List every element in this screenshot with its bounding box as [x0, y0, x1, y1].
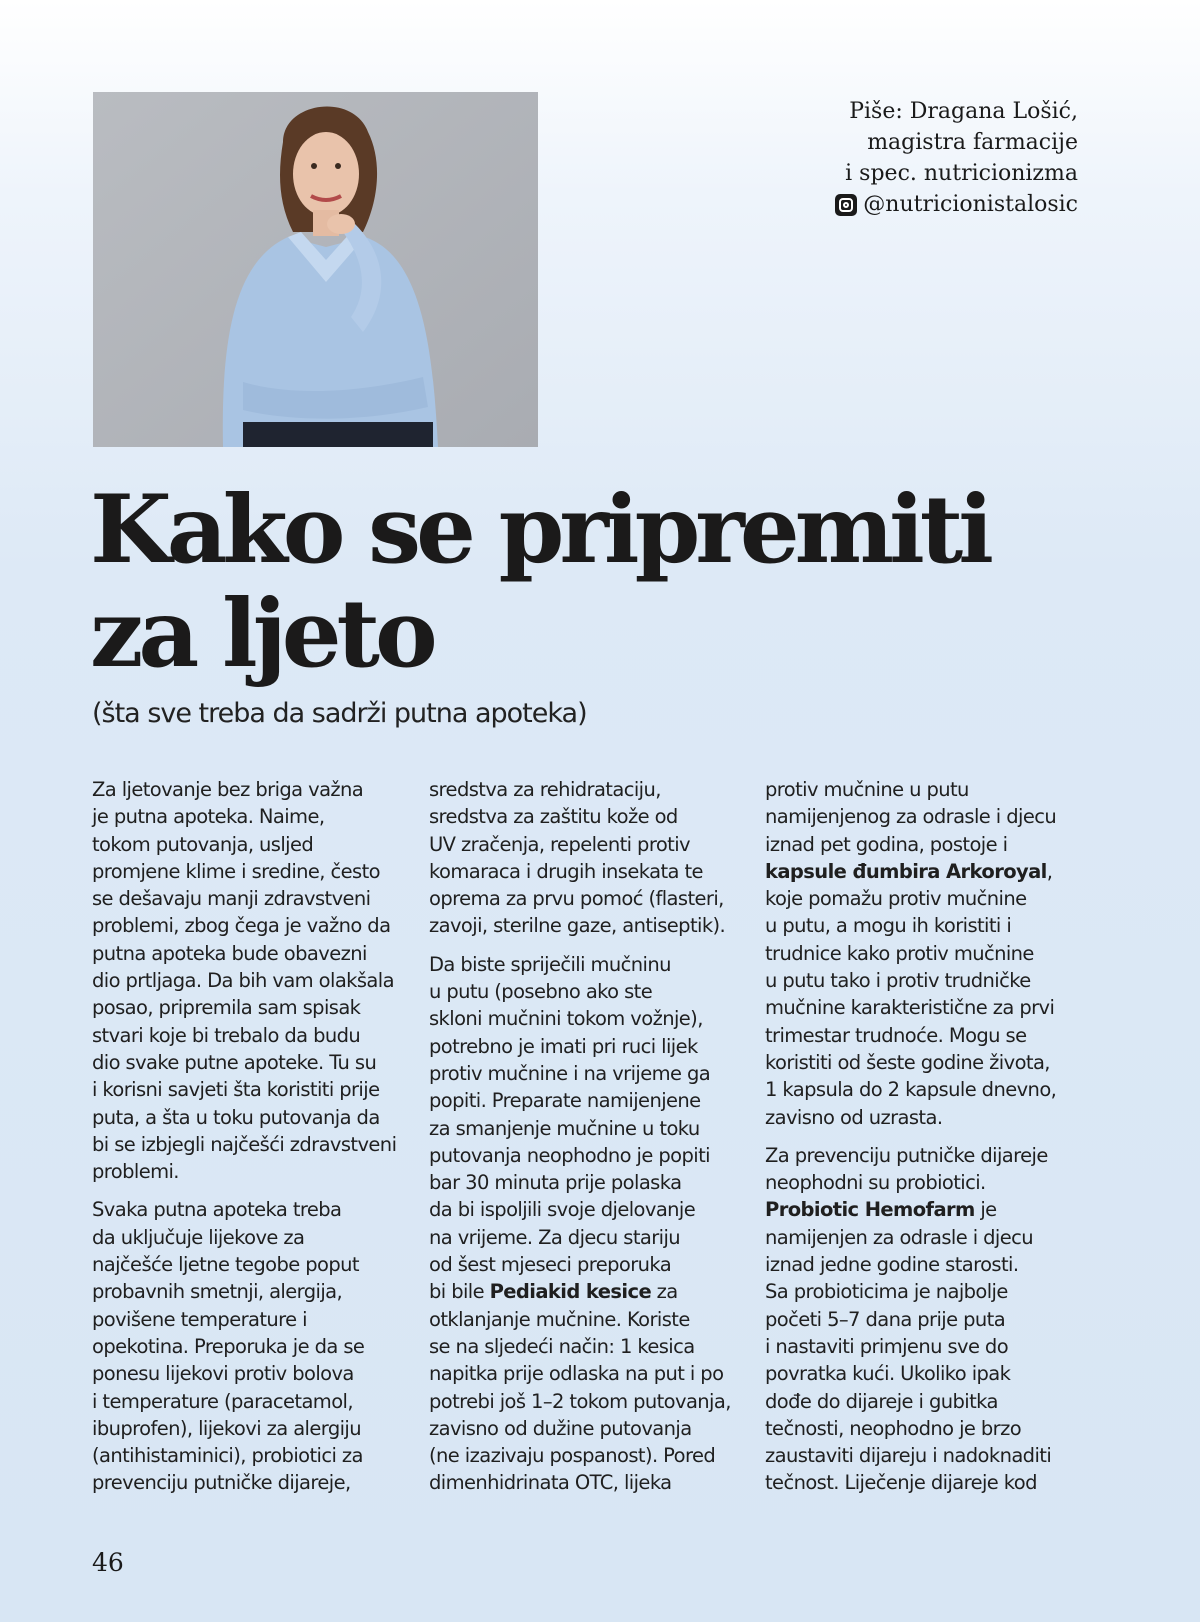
text-line: problemi, zbog čega je važno da — [92, 914, 391, 938]
text-line: prevenciju putničke dijareje, — [92, 1471, 351, 1495]
instagram-handle: @nutricionistalosic — [863, 192, 1078, 217]
page-number: 46 — [92, 1548, 124, 1577]
text-line: Da biste spriječili mučninu — [429, 952, 671, 976]
author-byline — [658, 96, 1078, 220]
text-line: iznad jedne godine starosti. — [765, 1253, 1019, 1277]
text-column-3 — [765, 776, 1105, 1508]
text-line: putna apoteka bude obavezni — [92, 941, 367, 965]
text-line: mučnine karakteristične za prvi — [765, 996, 1055, 1020]
text-line: (antihistaminici), probiotici za — [92, 1444, 363, 1468]
paragraph — [429, 776, 769, 940]
text-line: protiv mučnine u putu — [765, 778, 969, 801]
text-line: posao, pripremila sam spisak — [92, 996, 361, 1020]
byline-author: Piše: Dragana Lošić, — [849, 99, 1078, 124]
text-line: dimenhidrinata OTC, lijeka — [429, 1471, 672, 1495]
text-line: problemi. — [92, 1160, 179, 1184]
text-line: (ne izazivaju pospanost). Pored — [429, 1444, 716, 1468]
text-line: tokom putovanja, usljed — [92, 832, 314, 856]
text-line: skloni mučnini tokom vožnje), — [429, 1007, 703, 1031]
text-line: u putu tako i protiv trudničke — [765, 969, 1031, 993]
text-line: komaraca i drugih insekata te — [429, 859, 703, 883]
text-line: Sa probioticima je najbolje — [765, 1280, 1008, 1304]
text-line: trudnice kako protiv mučnine — [765, 941, 1034, 965]
text-line: Za ljetovanje bez briga važna — [92, 778, 364, 801]
text-run: za — [651, 1280, 678, 1304]
paragraph — [765, 776, 1105, 1131]
text-line: napitka prije odlaska na put i po — [429, 1362, 724, 1386]
text-line: probavnih smetnji, alergija, — [92, 1280, 343, 1304]
text-line: na vrijeme. Za djecu stariju — [429, 1225, 681, 1249]
text-line: da uključuje lijekove za — [92, 1225, 305, 1249]
author-photo — [93, 92, 538, 447]
text-line: 1 kapsula do 2 kapsule dnevno, — [765, 1078, 1057, 1102]
byline-degree: magistra farmacije — [867, 130, 1078, 155]
text-line: bi se izbjegli najčešći zdravstveni — [92, 1132, 397, 1156]
paragraph-lines — [765, 1226, 1051, 1495]
text-line: potrebi još 1–2 tokom putovanja, — [429, 1389, 731, 1413]
text-line: i temperature (paracetamol, — [92, 1389, 353, 1413]
paragraph — [765, 1142, 1105, 1497]
text-line: tečnost. Liječenje dijareje kod — [765, 1471, 1037, 1495]
paragraph-lines — [765, 778, 1056, 856]
text-line: dio prtljaga. Da bih vam olakšala — [92, 969, 394, 993]
title-line-2: za ljeto — [90, 579, 433, 689]
article-subtitle: (šta sve treba da sadrži putna apoteka) — [92, 698, 587, 729]
text-line: ibuprofen), lijekovi za alergiju — [92, 1416, 362, 1440]
text-line: ponesu lijekovi protiv bolova — [92, 1362, 354, 1386]
text-line: putovanja neophodno je popiti — [429, 1143, 710, 1167]
text-run: , — [1046, 859, 1053, 883]
text-line: dođe do dijareje i gubitka — [765, 1389, 998, 1413]
text-line: se dešavaju manji zdravstveni — [92, 887, 371, 911]
text-line: namijenjenog za odrasle i djecu — [765, 805, 1057, 829]
paragraph — [429, 951, 769, 1497]
text-line: najčešće ljetne tegobe poput — [92, 1253, 359, 1277]
text-line: tečnosti, neophodno je brzo — [765, 1416, 1022, 1440]
text-line: i korisni savjeti šta koristiti prije — [92, 1078, 380, 1102]
text-run: je — [974, 1198, 997, 1222]
text-line: u putu (posebno ako ste — [429, 980, 653, 1004]
author-portrait-icon — [93, 92, 538, 447]
text-line: početi 5–7 dana prije puta — [765, 1307, 1006, 1331]
text-line: koje pomažu protiv mučnine — [765, 887, 1027, 911]
text-line: sredstva za zaštitu kože od — [429, 805, 678, 829]
text-line: namijenjen za odrasle i djecu — [765, 1225, 1033, 1249]
text-line: Svaka putna apoteka treba — [92, 1198, 342, 1222]
text-line: u putu, a mogu ih koristiti i — [765, 914, 1012, 938]
text-line: otklanjanje mučnine. Koriste — [429, 1307, 690, 1331]
text-run: bi bile — [429, 1280, 490, 1304]
text-line: zavisno od dužine putovanja — [429, 1416, 692, 1440]
paragraph-lines — [429, 953, 710, 1276]
paragraph-lines — [429, 1308, 731, 1495]
product-name: kapsule đumbira Arkoroyal — [765, 859, 1047, 883]
text-line: povratka kući. Ukoliko ipak — [765, 1362, 1011, 1386]
text-column-2 — [429, 776, 769, 1508]
byline-social — [658, 189, 1078, 220]
paragraph-lines — [765, 887, 1056, 1128]
text-line: dio svake putne apoteke. Tu su — [92, 1050, 377, 1074]
text-line: bar 30 minuta prije polaska — [429, 1171, 682, 1195]
text-line: oprema za prvu pomoć (flasteri, — [429, 887, 724, 911]
text-line: popiti. Preparate namijenjene — [429, 1089, 701, 1113]
text-line: stvari koje bi trebalo da budu — [92, 1023, 361, 1047]
text-line: trimestar trudnoće. Mogu se — [765, 1023, 1027, 1047]
text-line: protiv mučnine i na vrijeme ga — [429, 1061, 711, 1085]
product-name: Probiotic Hemofarm — [765, 1198, 975, 1222]
title-line-1: Kako se pripremiti — [90, 475, 989, 585]
text-line: i nastaviti primjenu sve do — [765, 1334, 1009, 1358]
text-line: povišene temperature i — [92, 1307, 307, 1331]
text-line: neophodni su probiotici. — [765, 1171, 986, 1195]
text-line: UV zračenja, repelenti protiv — [429, 832, 690, 856]
text-line: zavoji, sterilne gaze, antiseptik). — [429, 914, 726, 938]
paragraph — [92, 1196, 432, 1496]
text-line: za smanjenje mučnine u toku — [429, 1116, 700, 1140]
byline-specialization: i spec. nutricionizma — [845, 161, 1078, 186]
text-line: sredstva za rehidrataciju, — [429, 778, 661, 801]
text-line: koristiti od šeste godine života, — [765, 1050, 1050, 1074]
text-line: puta, a šta u toku putovanja da — [92, 1105, 380, 1129]
text-line: opekotina. Preporuka je da se — [92, 1334, 365, 1358]
text-line: zaustaviti dijareju i nadoknaditi — [765, 1444, 1052, 1468]
paragraph — [92, 776, 432, 1185]
text-line: iznad pet godina, postoje i — [765, 832, 1008, 856]
text-line: da bi ispoljili svoje djelovanje — [429, 1198, 696, 1222]
text-column-1 — [92, 776, 432, 1508]
text-line: promjene klime i sredine, često — [92, 859, 380, 883]
paragraph-lines — [765, 1144, 1048, 1194]
text-line: Za prevenciju putničke dijareje — [765, 1143, 1048, 1167]
text-line: se na sljedeći način: 1 kesica — [429, 1334, 695, 1358]
text-line: od šest mjeseci preporuka — [429, 1253, 672, 1277]
article-title — [90, 475, 1090, 689]
text-line: je putna apoteka. Naime, — [92, 805, 325, 829]
instagram-icon — [835, 194, 857, 216]
text-line: potrebno je imati pri ruci lijek — [429, 1034, 698, 1058]
text-line: zavisno od uzrasta. — [765, 1105, 943, 1129]
product-name: Pediakid kesice — [489, 1280, 652, 1304]
